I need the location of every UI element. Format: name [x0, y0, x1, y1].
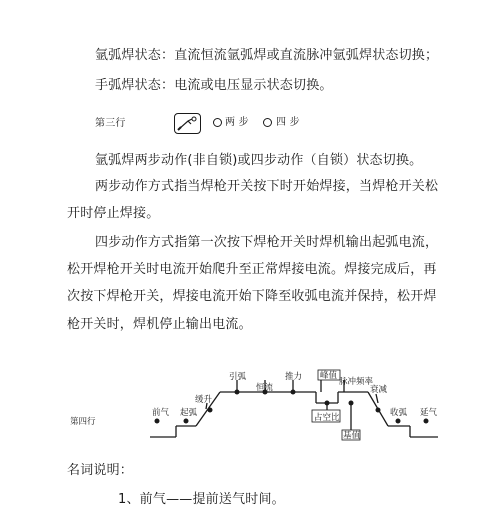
text-line-four-step-1: 四步动作方式指第一次按下焊枪开关时焊机输出起弧电流， — [95, 235, 439, 250]
param-base: 基值 — [343, 431, 361, 441]
param-constant: 恒流 — [256, 383, 274, 393]
two-step-label: 两 步 — [225, 117, 249, 128]
text-line-four-step-2: 松开焊枪开关时电流开始爬升至正常焊接电流。焊接完成后，再 — [67, 262, 437, 277]
row3-label: 第三行 — [95, 118, 126, 129]
param-upslope: 缓升 — [195, 395, 213, 405]
param-postflow: 延气 — [420, 408, 438, 418]
text-line-four-step-3: 次按下焊枪开关，焊接电流开始下降至收弧电流并保持，松开焊 — [67, 289, 437, 304]
glossary-item-1: 1、前气——提前送气时间。 — [118, 492, 285, 507]
text-line-four-step-4: 枪开关时，焊机停止输出电流。 — [67, 317, 252, 332]
text-line-two-step-1: 两步动作方式指当焊枪开关按下时开始焊接，当焊枪开关松 — [95, 179, 439, 194]
row4-label: 第四行 — [70, 417, 96, 427]
glossary-title: 名词说明： — [67, 463, 134, 478]
text-line-two-step-2: 开时停止焊接。 — [67, 206, 160, 221]
param-peak: 峰值 — [320, 371, 338, 381]
param-duty: 占空比 — [314, 413, 340, 423]
param-preflow: 前气 — [152, 408, 170, 418]
param-pulse-freq: 脉冲频率 — [339, 377, 374, 387]
text-line-step-switch: 氩弧焊两步动作(非自锁)或四步动作（自锁）状态切换。 — [95, 153, 423, 168]
param-crater: 收弧 — [390, 408, 408, 418]
param-arc-force: 推力 — [285, 372, 303, 382]
param-lead-arc: 引弧 — [229, 372, 247, 382]
param-start-arc: 起弧 — [180, 408, 198, 418]
param-downslope: 衰减 — [370, 385, 388, 395]
text-line-manual-mode: 手弧焊状态：电流或电压显示状态切换。 — [95, 78, 333, 93]
text-line-argon-mode: 氩弧焊状态：直流恒流氩弧焊或直流脉冲氩弧焊状态切换； — [95, 48, 439, 63]
four-step-label: 四 步 — [276, 117, 300, 128]
